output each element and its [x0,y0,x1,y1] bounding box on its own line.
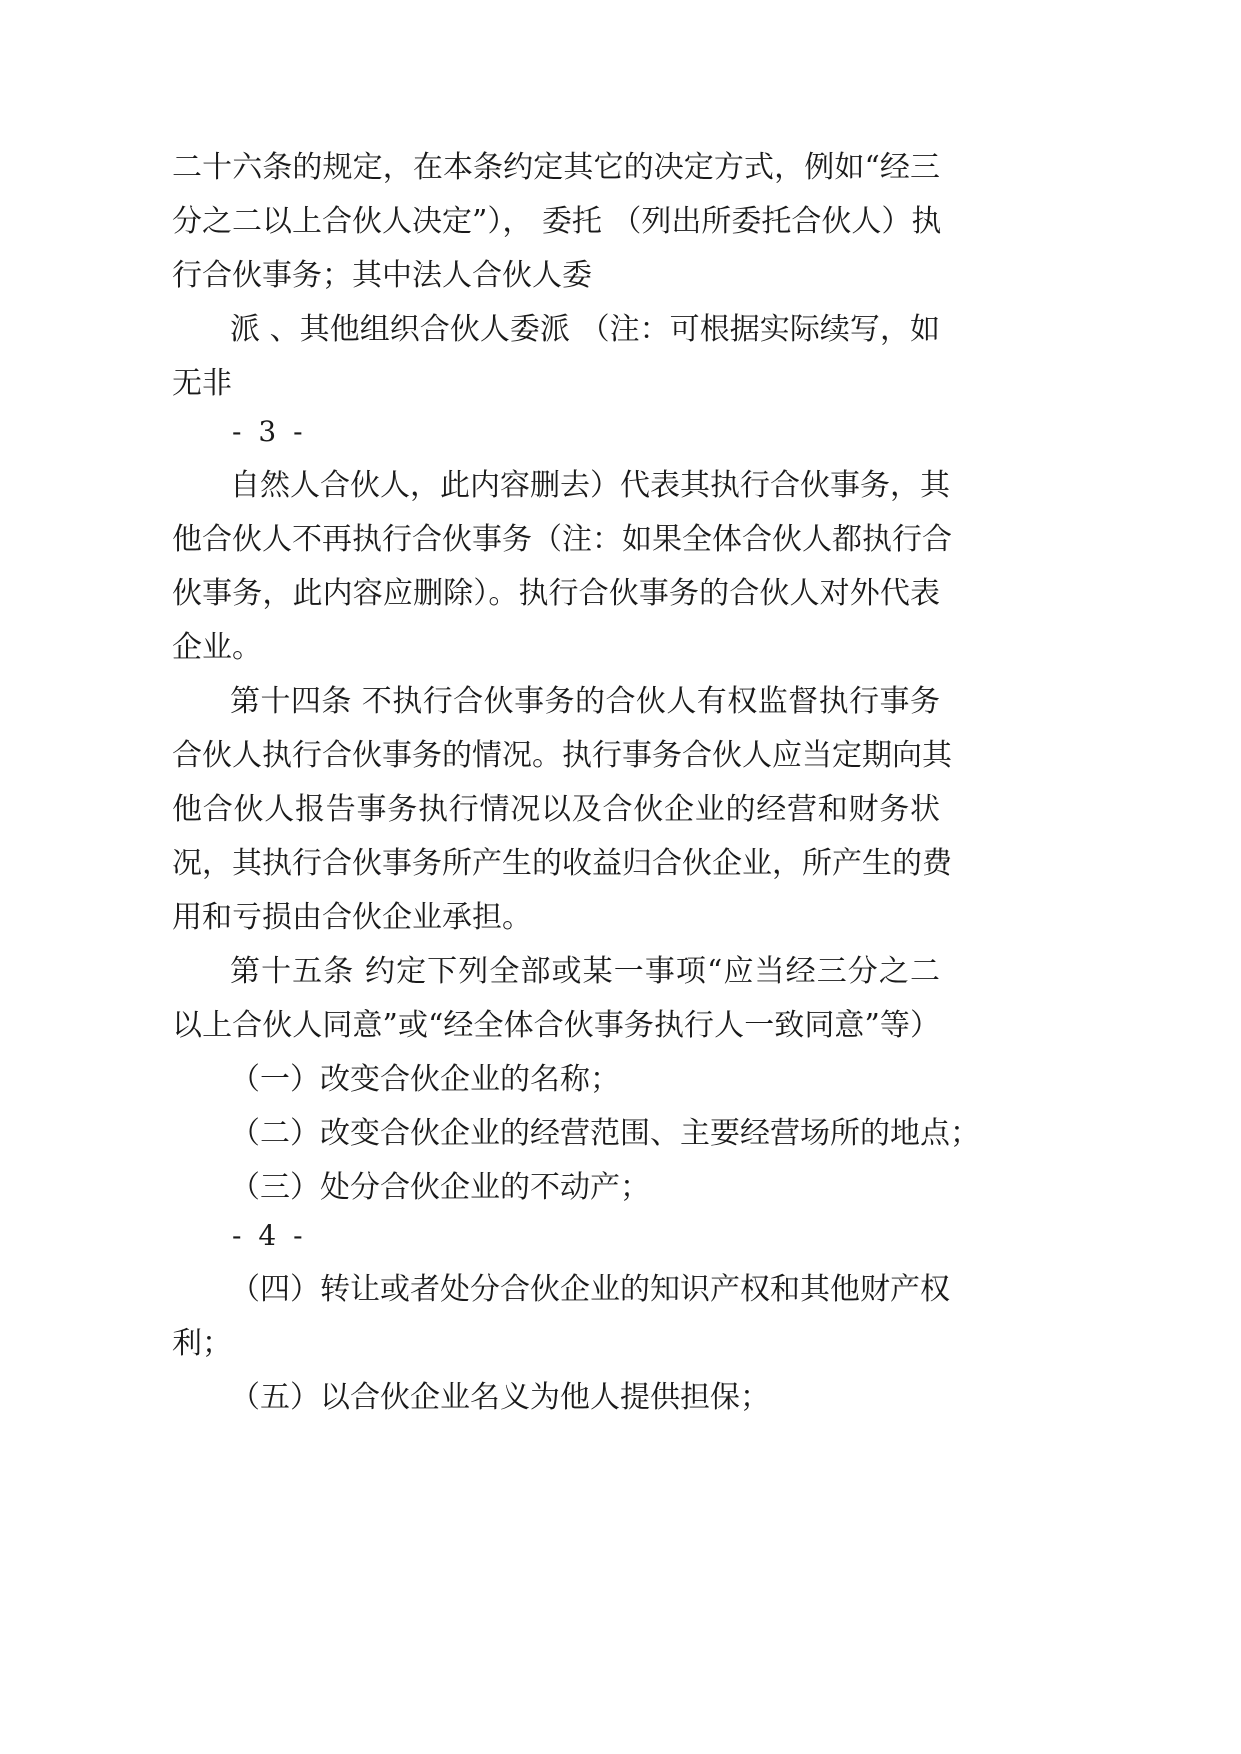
text-line: 企业。 [172,630,262,665]
text-line: 况，其执行合伙事务所产生的收益归合伙企业，所产生的费 [172,846,952,881]
text-line: 分之二以上合伙人决定”）， 委托 （列出所委托合伙人）执 [172,204,942,239]
list-item: （一）改变合伙企业的名称； [230,1062,620,1097]
text-line: 自然人合伙人，此内容删去）代表其执行合伙事务，其 [230,468,950,503]
text-line: 伙事务，此内容应删除）。执行合伙事务的合伙人对外代表 [172,576,940,611]
article-15-heading: 第十五条 约定下列全部或某一事项“应当经三分之二 [230,954,940,989]
text-line: 二十六条的规定，在本条约定其它的决定方式，例如“经三 [172,150,940,185]
text-line: 行合伙事务；其中法人合伙人委 [172,258,592,293]
list-item: （三）处分合伙企业的不动产； [230,1170,650,1205]
text-line: 以上合伙人同意”或“经全体合伙事务执行人一致同意”等） [172,1008,940,1043]
list-item: （四）转让或者处分合伙企业的知识产权和其他财产权 [230,1272,950,1307]
text-line: 合伙人执行合伙事务的情况。执行事务合伙人应当定期向其 [172,738,952,773]
article-14-heading: 第十四条 不执行合伙事务的合伙人有权监督执行事务 [230,684,940,719]
list-item: （五）以合伙企业名义为他人提供担保； [230,1380,770,1415]
text-line: 派 、其他组织合伙人委派 （注：可根据实际续写，如 [230,312,940,347]
text-line: 用和亏损由合伙企业承担。 [172,900,532,935]
text-line: 他合伙人不再执行合伙事务（注：如果全体合伙人都执行合 [172,522,952,557]
text-line: 利； [172,1326,232,1361]
page-number: - 3 - [232,415,307,448]
page-number: - 4 - [232,1219,307,1252]
list-item: （二）改变合伙企业的经营范围、主要经营场所的地点； [230,1116,980,1151]
text-line: 无非 [172,366,232,401]
text-line: 他合伙人报告事务执行情况以及合伙企业的经营和财务状 [172,792,940,827]
